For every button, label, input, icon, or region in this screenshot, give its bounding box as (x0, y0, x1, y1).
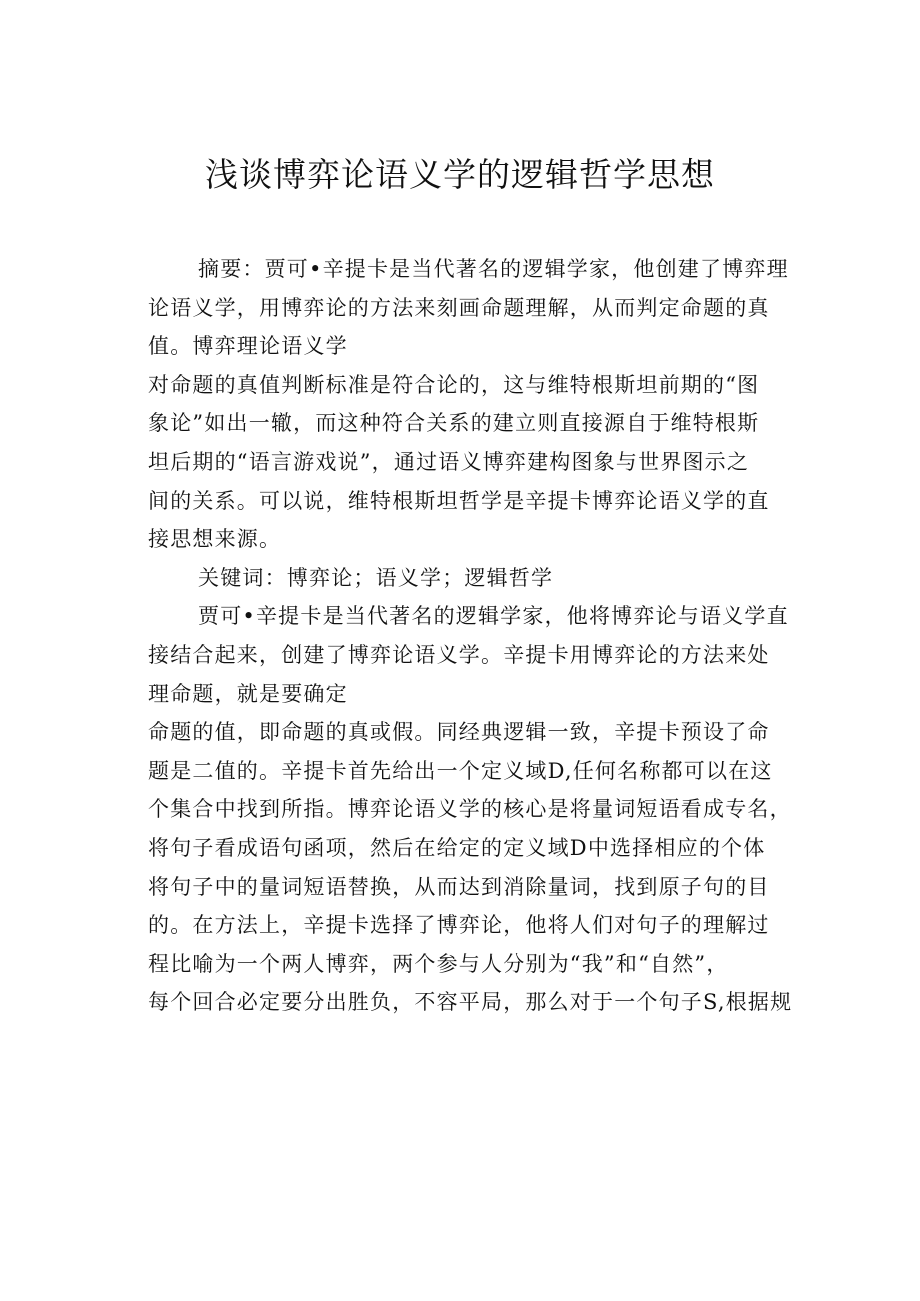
document-body (148, 250, 808, 1022)
body-line: 程比喻为一个两人博弈，两个参与人分别为“我”和“自然”， (148, 951, 729, 976)
body-line: 将句子中的量词短语替换，从而达到消除量词，找到原子句的目 (148, 874, 770, 899)
abstract-line: 接思想来源。 (148, 527, 282, 552)
body-line: 将句子看成语句函项，然后在给定的定义域D中选择相应的个体 (148, 835, 766, 860)
document-title: 浅谈博弈论语义学的逻辑哲学思想 (205, 155, 715, 194)
body-line: 理命题，就是要确定 (148, 681, 348, 706)
body-line: 每个回合必定要分出胜负，不容平局，那么对于一个句子S,根据规 (148, 990, 793, 1015)
abstract-line: 对命题的真值判断标准是符合论的，这与维特根斯坦前期的“图 (148, 372, 760, 397)
body-line: 题是二值的。辛提卡首先给出一个定义域D,任何名称都可以在这 (148, 758, 773, 783)
abstract-line: 象论”如出一辙，而这种符合关系的建立则直接源自于维特根斯 (148, 411, 760, 436)
abstract-line: 值。博弈理论语义学 (148, 334, 348, 359)
body-line: 贾可•辛提卡是当代著名的逻辑学家，他将博弈论与语义学直 (198, 604, 789, 629)
abstract-line: 摘要：贾可•辛提卡是当代著名的逻辑学家，他创建了博弈理 (198, 257, 789, 281)
body-line: 个集合中找到所指。博弈论语义学的核心是将量词短语看成专名， (148, 797, 792, 822)
keywords-line: 关键词：博弈论；语义学；逻辑哲学 (198, 565, 554, 590)
body-line: 命题的值，即命题的真或假。同经典逻辑一致，辛提卡预设了命 (148, 720, 770, 745)
abstract-line: 论语义学，用博弈论的方法来刻画命题理解，从而判定命题的真 (148, 295, 770, 320)
abstract-line: 间的关系。可以说，维特根斯坦哲学是辛提卡博弈论语义学的直 (148, 488, 770, 513)
body-line: 接结合起来，创建了博弈论语义学。辛提卡用博弈论的方法来处 (148, 642, 770, 667)
abstract-line: 坦后期的“语言游戏说”，通过语义博弈建构图象与世界图示之 (148, 449, 750, 474)
body-line: 的。在方法上，辛提卡选择了博弈论，他将人们对句子的理解过 (148, 913, 770, 938)
